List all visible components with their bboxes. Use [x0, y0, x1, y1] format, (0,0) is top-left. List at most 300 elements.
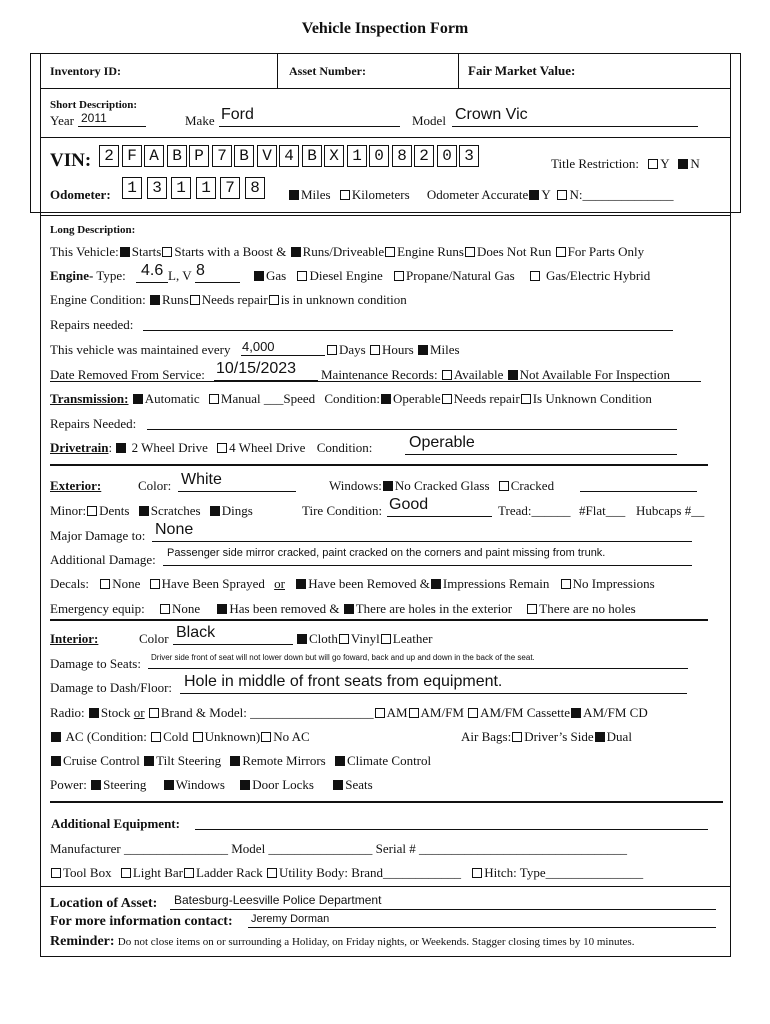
- power-seats-checkbox[interactable]: [333, 780, 343, 790]
- radio-label: Radio:: [50, 705, 85, 720]
- dents-checkbox[interactable]: [87, 506, 97, 516]
- manual-checkbox[interactable]: [209, 394, 219, 404]
- odometer-accurate-y-label: Y: [541, 187, 551, 202]
- location-label: Location of Asset:: [50, 896, 158, 911]
- ac-unknown-checkbox[interactable]: [193, 732, 203, 742]
- vinyl-checkbox[interactable]: [339, 634, 349, 644]
- short-divider: [40, 137, 731, 138]
- removed-value: 10/15/2023: [216, 360, 297, 377]
- reminder-text: Do not close items on or surrounding a Holiday, on Friday nights, or Weekends. Stagger closing times by 10 minutes.: [117, 936, 635, 948]
- two-wd-checkbox[interactable]: [116, 443, 126, 453]
- exterior-color-line: [178, 491, 296, 492]
- power-windows-checkbox[interactable]: [164, 780, 174, 790]
- no-cracked-glass-label: No Cracked Glass: [394, 478, 490, 493]
- liters-field-line: [136, 282, 168, 283]
- dents-label: Dents: [99, 503, 130, 518]
- hybrid-checkbox[interactable]: [530, 271, 540, 281]
- vin-char-box[interactable]: 4: [279, 145, 299, 167]
- climate-checkbox[interactable]: [335, 756, 345, 766]
- location-line: [170, 909, 716, 910]
- exterior-color-value: White: [181, 471, 222, 488]
- drivetrain-row: Drivetrain: 2 Wheel Drive 4 Wheel Drive Condition:: [50, 440, 373, 455]
- drivers-side-checkbox[interactable]: [512, 732, 522, 742]
- climate-label: Climate Control: [346, 753, 432, 768]
- emergency-label: Emergency equip:: [50, 601, 145, 616]
- tool-box-checkbox[interactable]: [51, 868, 61, 878]
- additional-damage-label: Additional Damage:: [50, 552, 156, 567]
- dual-checkbox[interactable]: [595, 732, 605, 742]
- starts-checkbox[interactable]: [120, 247, 130, 257]
- maint-miles-label: Miles: [430, 342, 460, 357]
- vin-char-box[interactable]: 2: [414, 145, 434, 167]
- leather-checkbox[interactable]: [381, 634, 391, 644]
- additional-damage-line: [163, 565, 692, 566]
- interior-color-label: Color: [139, 631, 169, 646]
- repairs-needed-2-line: [147, 429, 677, 430]
- runs-driveable-checkbox[interactable]: [291, 247, 301, 257]
- engine-condition-row: [50, 292, 407, 308]
- tilt-checkbox[interactable]: [144, 756, 154, 766]
- l-v-label: L, V: [168, 268, 192, 283]
- decals-none-checkbox[interactable]: [100, 579, 110, 589]
- boost-label: Starts with a Boost &: [174, 244, 287, 259]
- title-restriction-n-label: N: [690, 156, 700, 171]
- cloth-label: Cloth: [309, 631, 338, 646]
- trans-operable-label: Operable: [393, 391, 441, 406]
- interior-color-line: [173, 644, 293, 645]
- decals-row: [50, 576, 655, 592]
- maintained-label: This vehicle was maintained every: [50, 342, 231, 357]
- vin-char-box[interactable]: B: [167, 145, 187, 167]
- impressions-label: Impressions Remain: [442, 576, 550, 591]
- emergency-none-checkbox[interactable]: [160, 604, 170, 614]
- power-seats-label: Seats: [345, 777, 373, 792]
- drivers-side-label: Driver’s Side: [524, 729, 594, 744]
- no-cracked-glass-checkbox[interactable]: [383, 481, 393, 491]
- dash-damage-label: Damage to Dash/Floor:: [50, 680, 173, 695]
- cracked-label: Cracked: [510, 478, 555, 493]
- removed-label: Date Removed From Service:: [50, 367, 205, 382]
- contact-value: Jeremy Dorman: [251, 913, 330, 925]
- brand-model-checkbox[interactable]: [149, 708, 159, 718]
- stock-radio-label: Stock: [100, 705, 131, 720]
- engine-condition-label: Engine Condition:: [50, 292, 146, 307]
- dash-damage-value: Hole in middle of front seats from equipment.: [184, 673, 503, 690]
- miles-checkbox[interactable]: [289, 190, 299, 200]
- model-label: Model: [412, 113, 446, 128]
- not-available-checkbox[interactable]: [508, 370, 518, 380]
- fair-market-label: Fair Market Value:: [468, 63, 576, 78]
- utility-body-label: Utility Body: Brand____________: [279, 865, 462, 880]
- automatic-label: Automatic: [144, 391, 200, 406]
- odometer-digit-box[interactable]: 1: [122, 177, 142, 199]
- windows-label: Windows:: [329, 478, 382, 493]
- exterior-label-text: Exterior:: [50, 478, 102, 493]
- maintenance-records-label: Maintenance Records:: [321, 367, 438, 382]
- major-damage-value: None: [155, 521, 194, 538]
- odometer-digit-box[interactable]: 7: [220, 177, 240, 199]
- trans-unknown-checkbox[interactable]: [521, 394, 531, 404]
- vehicle-status-row: [50, 244, 644, 260]
- vin-char-box[interactable]: 3: [459, 145, 479, 167]
- inventory-id-label: Inventory ID:: [50, 64, 121, 78]
- footer-divider: [40, 886, 731, 887]
- windows-row: [329, 478, 554, 494]
- automatic-checkbox[interactable]: [133, 394, 143, 404]
- four-wd-label: 4 Wheel Drive: [229, 440, 306, 455]
- additional-equipment-line: [195, 829, 708, 830]
- additional-equipment-label: Additional Equipment:: [51, 816, 180, 831]
- no-ac-label: No AC: [273, 729, 310, 744]
- engine-runs-condition-label: Runs: [161, 292, 189, 307]
- holes-checkbox[interactable]: [344, 604, 354, 614]
- year-field-line: [78, 126, 146, 127]
- parts-only-checkbox[interactable]: [556, 247, 566, 257]
- repairs-needed-2-label: Repairs Needed:: [50, 416, 137, 431]
- trans-unknown-label: Is Unknown Condition: [532, 391, 652, 406]
- frame-left-outer: [30, 53, 31, 213]
- odometer-label: Odometer:: [50, 187, 111, 202]
- cruise-checkbox[interactable]: [51, 756, 61, 766]
- kilometers-checkbox[interactable]: [340, 190, 350, 200]
- vinyl-label: Vinyl: [350, 631, 380, 646]
- odometer-digit-box[interactable]: 1: [196, 177, 216, 199]
- contact-label: For more information contact:: [50, 914, 233, 929]
- cylinders-field-line: [195, 282, 240, 283]
- no-impressions-checkbox[interactable]: [561, 579, 571, 589]
- dings-label: Dings: [221, 503, 253, 518]
- year-value: 2011: [81, 111, 107, 125]
- ac-unknown-label: Unknown): [204, 729, 261, 744]
- title-restriction: [551, 156, 700, 172]
- leather-label: Leather: [392, 631, 433, 646]
- engine-runs-label: Engine Runs: [397, 244, 464, 259]
- hours-checkbox[interactable]: [370, 345, 380, 355]
- does-not-run-checkbox[interactable]: [465, 247, 475, 257]
- minor-damage-row: [50, 503, 253, 519]
- header-col1: [277, 53, 278, 88]
- sprayed-checkbox[interactable]: [150, 579, 160, 589]
- long-description-label: Long Description:: [50, 224, 136, 236]
- interior-label: [50, 631, 98, 647]
- propane-label: Propane/Natural Gas: [406, 268, 515, 283]
- door-locks-checkbox[interactable]: [240, 780, 250, 790]
- reminder-label: Reminder:: [50, 934, 115, 949]
- model-field-line: [452, 126, 698, 127]
- header-col2: [458, 53, 459, 88]
- title-restriction-y-checkbox[interactable]: [648, 159, 658, 169]
- odometer-accurate-label: Odometer Accurate: [426, 187, 529, 202]
- available-label: Available: [453, 367, 504, 382]
- no-holes-label: There are no holes: [539, 601, 636, 616]
- engine-runs-checkbox[interactable]: [385, 247, 395, 257]
- utility-body-checkbox[interactable]: [267, 868, 277, 878]
- decals-none-label: None: [112, 576, 141, 591]
- vin-char-box[interactable]: B: [302, 145, 322, 167]
- major-damage-line: [152, 541, 692, 542]
- drivetrain-condition-value: Operable: [409, 434, 475, 451]
- upholstery-options: [296, 631, 432, 647]
- engine-type-label: Type:: [96, 268, 126, 283]
- amfm-checkbox[interactable]: [409, 708, 419, 718]
- exterior-divider: [50, 464, 708, 466]
- tilt-label: Tilt Steering: [156, 753, 222, 768]
- diesel-label: Diesel Engine: [309, 268, 383, 283]
- engine-unknown-label: is in unknown condition: [280, 292, 407, 307]
- dings-checkbox[interactable]: [210, 506, 220, 516]
- trans-needs-repair-label: Needs repair: [453, 391, 520, 406]
- door-locks-label: Door Locks: [252, 777, 314, 792]
- tire-condition-line: [387, 516, 492, 517]
- title-restriction-y-label: Y: [660, 156, 670, 171]
- additional-divider: [50, 801, 723, 803]
- odometer-options: [288, 187, 673, 203]
- available-checkbox[interactable]: [442, 370, 452, 380]
- reminder-row: [50, 933, 634, 950]
- no-ac-checkbox[interactable]: [261, 732, 271, 742]
- scratches-checkbox[interactable]: [139, 506, 149, 516]
- amfm-cassette-label: AM/FM Cassette: [480, 705, 571, 720]
- amfm-cd-checkbox[interactable]: [571, 708, 581, 718]
- exterior-color-label: Color:: [138, 478, 172, 493]
- exterior-label: [50, 478, 101, 494]
- airbags-label: Air Bags:: [461, 729, 512, 744]
- transmission-row: [50, 391, 652, 407]
- radio-or: or: [133, 705, 145, 720]
- cracked-checkbox[interactable]: [499, 481, 509, 491]
- odometer-accurate-n-label: N:______________: [569, 187, 674, 202]
- cylinders-value: 8: [196, 262, 205, 279]
- decals-label: Decals:: [50, 576, 89, 591]
- days-label: Days: [339, 342, 366, 357]
- long-section-top: [40, 215, 731, 216]
- frame-top: [30, 53, 741, 54]
- miles-label: Miles: [301, 187, 331, 202]
- engine-unknown-checkbox[interactable]: [269, 295, 279, 305]
- emergency-none-label: None: [171, 601, 201, 616]
- form-title: Vehicle Inspection Form: [301, 20, 469, 37]
- propane-checkbox[interactable]: [394, 271, 404, 281]
- drivetrain-condition-line: [405, 454, 677, 455]
- seats-damage-label: Damage to Seats:: [50, 656, 141, 671]
- cracked-line: [580, 491, 697, 492]
- am-checkbox[interactable]: [375, 708, 385, 718]
- interior-divider: [50, 619, 708, 621]
- amfm-cassette-checkbox[interactable]: [468, 708, 478, 718]
- brand-model-label: Brand & Model: ___________________: [160, 705, 374, 720]
- equipment-options-row: [50, 865, 643, 881]
- asset-number-label: Asset Number:: [289, 64, 366, 78]
- frame-right-inner: [730, 53, 731, 956]
- interior-color-value: Black: [176, 624, 216, 641]
- maint-miles-checkbox[interactable]: [418, 345, 428, 355]
- repairs-needed-line: [143, 330, 673, 331]
- cruise-label: Cruise Control: [63, 753, 140, 768]
- vin-char-box[interactable]: X: [324, 145, 344, 167]
- repairs-needed-label: Repairs needed:: [50, 317, 134, 332]
- maintained-value: 4,000: [242, 339, 275, 354]
- vin-char-box[interactable]: P: [189, 145, 209, 167]
- runs-driveable-label: Runs/Driveable: [302, 244, 385, 259]
- airbags-row: [461, 729, 632, 745]
- tire-condition-label: Tire Condition:: [302, 503, 383, 518]
- maintained-field-line: [241, 355, 325, 356]
- ac-checkbox[interactable]: [51, 732, 61, 742]
- two-wd-label: 2 Wheel Drive: [131, 440, 208, 455]
- transmission-label: Transmission:: [50, 391, 129, 406]
- power-steering-label: Steering: [103, 777, 147, 792]
- fuel-type-options: [253, 268, 650, 284]
- amfm-cd-label: AM/FM CD: [583, 705, 648, 720]
- boost-checkbox[interactable]: [162, 247, 172, 257]
- amfm-label: AM/FM: [420, 705, 464, 720]
- engine-needs-repair-checkbox[interactable]: [190, 295, 200, 305]
- manufacturer-row: Manufacturer ________________ Model ________________ Serial # ________________________________: [50, 841, 628, 856]
- power-windows-label: Windows: [175, 777, 225, 792]
- model-value: Crown Vic: [455, 106, 528, 123]
- interior-label-text: Interior:: [50, 631, 99, 646]
- vin-char-box[interactable]: 8: [392, 145, 412, 167]
- cold-checkbox[interactable]: [151, 732, 161, 742]
- decals-removed-checkbox[interactable]: [296, 579, 306, 589]
- maintained-unit-options: [326, 342, 460, 358]
- odometer-accurate-y-checkbox[interactable]: [529, 190, 539, 200]
- cloth-checkbox[interactable]: [297, 634, 307, 644]
- this-vehicle-label: This Vehicle:: [50, 244, 119, 259]
- engine-runs-condition-checkbox[interactable]: [150, 295, 160, 305]
- decals-removed-label: Have been Removed &: [308, 576, 430, 591]
- odometer-digit-box[interactable]: 3: [147, 177, 167, 199]
- no-impressions-label: No Impressions: [572, 576, 655, 591]
- major-damage-label: Major Damage to:: [50, 528, 146, 543]
- trans-needs-repair-checkbox[interactable]: [442, 394, 452, 404]
- header-divider: [40, 88, 731, 89]
- vin-char-box[interactable]: V: [257, 145, 277, 167]
- vin-char-box[interactable]: 7: [212, 145, 232, 167]
- year-label: Year: [50, 113, 74, 128]
- ac-row: [50, 729, 310, 745]
- remote-mirrors-label: Remote Mirrors: [242, 753, 326, 768]
- days-checkbox[interactable]: [327, 345, 337, 355]
- vin-label: VIN:: [50, 150, 92, 171]
- emergency-removed-checkbox[interactable]: [217, 604, 227, 614]
- hours-label: Hours: [381, 342, 414, 357]
- hitch-label: Hitch: Type_______________: [484, 865, 644, 880]
- additional-damage-value: Passenger side mirror cracked, paint cracked on the corners and paint missing from trunk.: [167, 547, 606, 559]
- ladder-rack-checkbox[interactable]: [184, 868, 194, 878]
- light-bar-label: Light Bar: [132, 865, 184, 880]
- odometer-digit-box[interactable]: 1: [171, 177, 191, 199]
- not-available-label: Not Available For Inspection: [519, 367, 670, 382]
- frame-left-inner: [40, 53, 41, 956]
- dual-label: Dual: [606, 729, 632, 744]
- hybrid-label: Gas/Electric Hybrid: [545, 268, 651, 283]
- hubcaps-label: Hubcaps #__: [636, 503, 705, 518]
- light-bar-checkbox[interactable]: [121, 868, 131, 878]
- gas-checkbox[interactable]: [254, 271, 264, 281]
- vin-char-box[interactable]: 1: [347, 145, 367, 167]
- short-description-label: Short Description:: [50, 99, 138, 111]
- trans-operable-checkbox[interactable]: [381, 394, 391, 404]
- vin-section-bottom: [30, 212, 741, 213]
- sprayed-label: Have Been Sprayed: [161, 576, 265, 591]
- remote-mirrors-checkbox[interactable]: [230, 756, 240, 766]
- four-wd-checkbox[interactable]: [217, 443, 227, 453]
- liters-value: 4.6: [141, 262, 164, 279]
- am-label: AM: [386, 705, 408, 720]
- seats-damage-line: [148, 668, 688, 669]
- tread-label: Tread:______: [498, 503, 571, 518]
- engine-type-row: [50, 268, 126, 284]
- manual-label: Manual: [220, 391, 261, 406]
- impressions-checkbox[interactable]: [431, 579, 441, 589]
- stock-radio-checkbox[interactable]: [89, 708, 99, 718]
- vin-char-box[interactable]: F: [122, 145, 142, 167]
- odometer-accurate-n-checkbox[interactable]: [557, 190, 567, 200]
- diesel-checkbox[interactable]: [297, 271, 307, 281]
- holes-label: There are holes in the exterior: [355, 601, 513, 616]
- ac-label: AC (Condition:: [65, 729, 147, 744]
- starts-label: Starts: [131, 244, 162, 259]
- minor-label: Minor:: [50, 503, 87, 518]
- vin-char-box[interactable]: 0: [437, 145, 457, 167]
- parts-only-label: For Parts Only: [567, 244, 645, 259]
- title-restriction-n-checkbox[interactable]: [678, 159, 688, 169]
- power-row: [50, 777, 373, 793]
- does-not-run-label: Does Not Run: [476, 244, 552, 259]
- tire-condition-value: Good: [389, 496, 429, 513]
- odometer-label-text: Odometer: [50, 187, 107, 202]
- flat-label: #Flat___: [579, 503, 626, 518]
- speed-label: ___Speed: [263, 391, 316, 406]
- ladder-rack-label: Ladder Rack: [196, 865, 263, 880]
- emergency-row: [50, 601, 636, 617]
- drivetrain-condition-label: Condition:: [316, 440, 373, 455]
- frame-bottom: [40, 956, 731, 957]
- trans-condition-label: Condition:: [324, 391, 381, 406]
- vin-char-box[interactable]: A: [144, 145, 164, 167]
- vin-char-box[interactable]: 2: [99, 145, 119, 167]
- kilometers-label: Kilometers: [351, 187, 410, 202]
- no-holes-checkbox[interactable]: [527, 604, 537, 614]
- odometer-digit-box[interactable]: 8: [245, 177, 265, 199]
- radio-row: [50, 705, 648, 721]
- emergency-removed-label: Has been removed &: [229, 601, 340, 616]
- dash-damage-line: [180, 693, 687, 694]
- make-field-line: [219, 126, 400, 127]
- title-restriction-label: Title Restriction:: [551, 156, 639, 171]
- contact-line: [248, 927, 716, 928]
- make-label: Make: [185, 113, 215, 128]
- vin-char-box[interactable]: B: [234, 145, 254, 167]
- cold-label: Cold: [163, 729, 189, 744]
- power-label: Power:: [50, 777, 87, 792]
- power-steering-checkbox[interactable]: [91, 780, 101, 790]
- location-value: Batesburg-Leesville Police Department: [174, 893, 382, 907]
- decals-or: or: [274, 576, 285, 591]
- seats-damage-value: Driver side front of seat will not lower down but will go foward, back and up and down in the back of the seat.: [151, 653, 535, 662]
- engine-needs-repair-label: Needs repair: [201, 292, 268, 307]
- scratches-label: Scratches: [150, 503, 201, 518]
- drivetrain-label: Drivetrain: [50, 440, 109, 455]
- gas-label: Gas: [266, 268, 287, 283]
- frame-right-outer: [740, 53, 741, 213]
- features-row: [50, 753, 431, 769]
- removed-row-underline: [50, 381, 701, 382]
- vin-char-box[interactable]: 0: [369, 145, 389, 167]
- make-value: Ford: [221, 106, 254, 123]
- hitch-checkbox[interactable]: [472, 868, 482, 878]
